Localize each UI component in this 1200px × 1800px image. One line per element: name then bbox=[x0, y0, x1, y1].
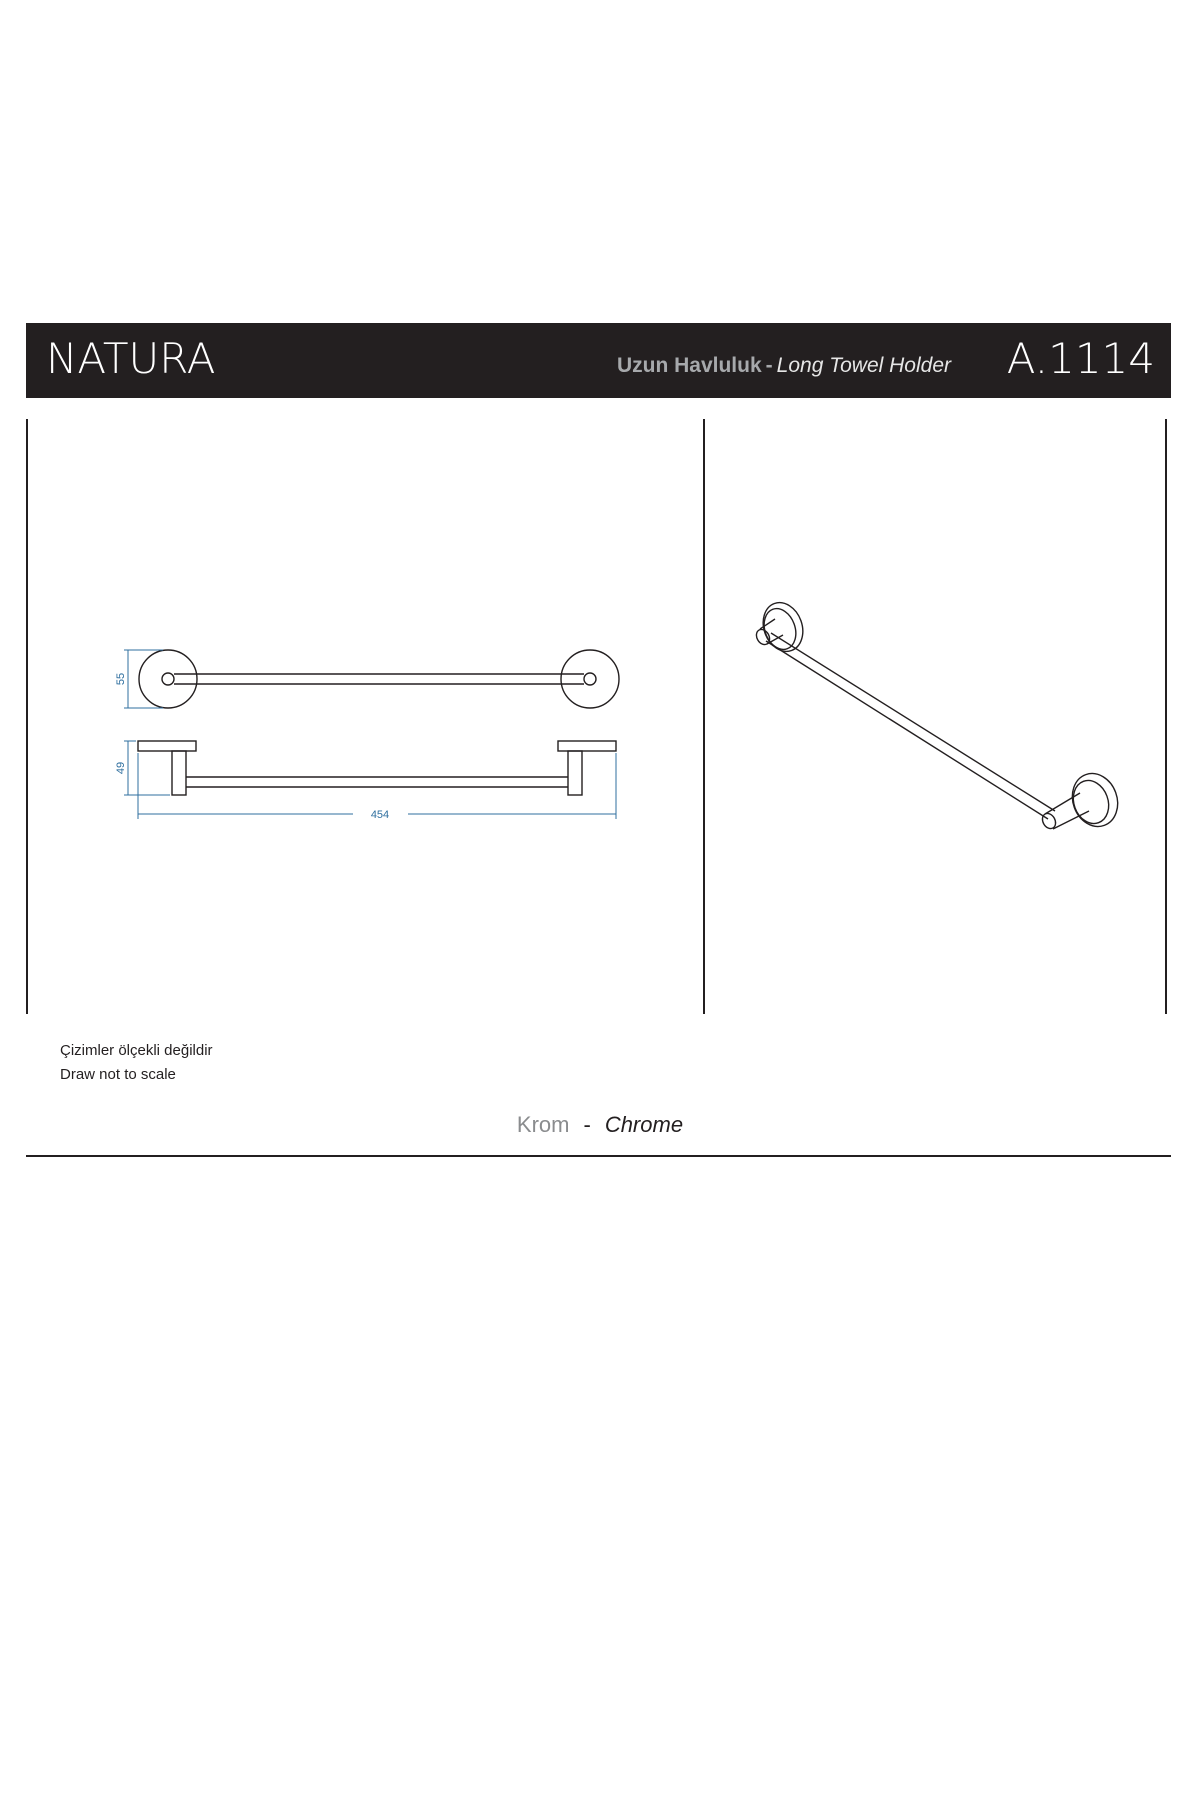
perspective-drawing bbox=[705, 419, 1165, 1014]
brand-logo: NATURA bbox=[46, 334, 216, 383]
top-view bbox=[139, 650, 619, 708]
product-title-tr: Uzun Havluluk bbox=[616, 354, 762, 377]
dim-label-454: 454 bbox=[370, 809, 390, 821]
scale-note-tr: Çizimler ölçekli değildir bbox=[60, 1042, 213, 1059]
bar-upper-edge bbox=[771, 633, 1055, 811]
right-rosette-top bbox=[561, 650, 619, 708]
scale-note-en: Draw not to scale bbox=[60, 1066, 176, 1083]
finish-en: Chrome bbox=[604, 1112, 684, 1137]
right-rosette-pin bbox=[584, 673, 596, 685]
dim-label-49: 49 bbox=[115, 761, 127, 775]
header-bar bbox=[26, 323, 1171, 398]
dim-label-55: 55 bbox=[115, 672, 127, 686]
scale-note bbox=[60, 1039, 213, 1087]
product-title bbox=[617, 353, 951, 379]
left-post-upper bbox=[760, 619, 775, 629]
title-separator: - bbox=[765, 354, 773, 377]
side-view bbox=[138, 741, 616, 795]
bottom-rule bbox=[26, 1155, 1171, 1157]
right-rosette-front bbox=[1068, 776, 1115, 829]
finish-label bbox=[0, 1111, 1200, 1139]
right-post-upper bbox=[1045, 793, 1080, 814]
product-code: A.1114 bbox=[1006, 334, 1155, 383]
dimensions bbox=[124, 650, 616, 819]
left-plate-side bbox=[138, 741, 196, 751]
left-post-side bbox=[172, 751, 186, 795]
technical-drawing bbox=[28, 419, 703, 1014]
right-plate-side bbox=[558, 741, 616, 751]
right-post-side bbox=[568, 751, 582, 795]
left-rosette-top bbox=[139, 650, 197, 708]
finish-tr: Krom bbox=[516, 1112, 570, 1137]
perspective-drawing-svg bbox=[705, 419, 1165, 1014]
left-rosette-pin bbox=[162, 673, 174, 685]
technical-drawing-svg bbox=[28, 419, 703, 1014]
bar-lower-edge bbox=[766, 641, 1048, 819]
frame-right-line bbox=[1165, 419, 1167, 1014]
product-title-en: Long Towel Holder bbox=[776, 354, 951, 377]
finish-separator: - bbox=[583, 1112, 591, 1137]
